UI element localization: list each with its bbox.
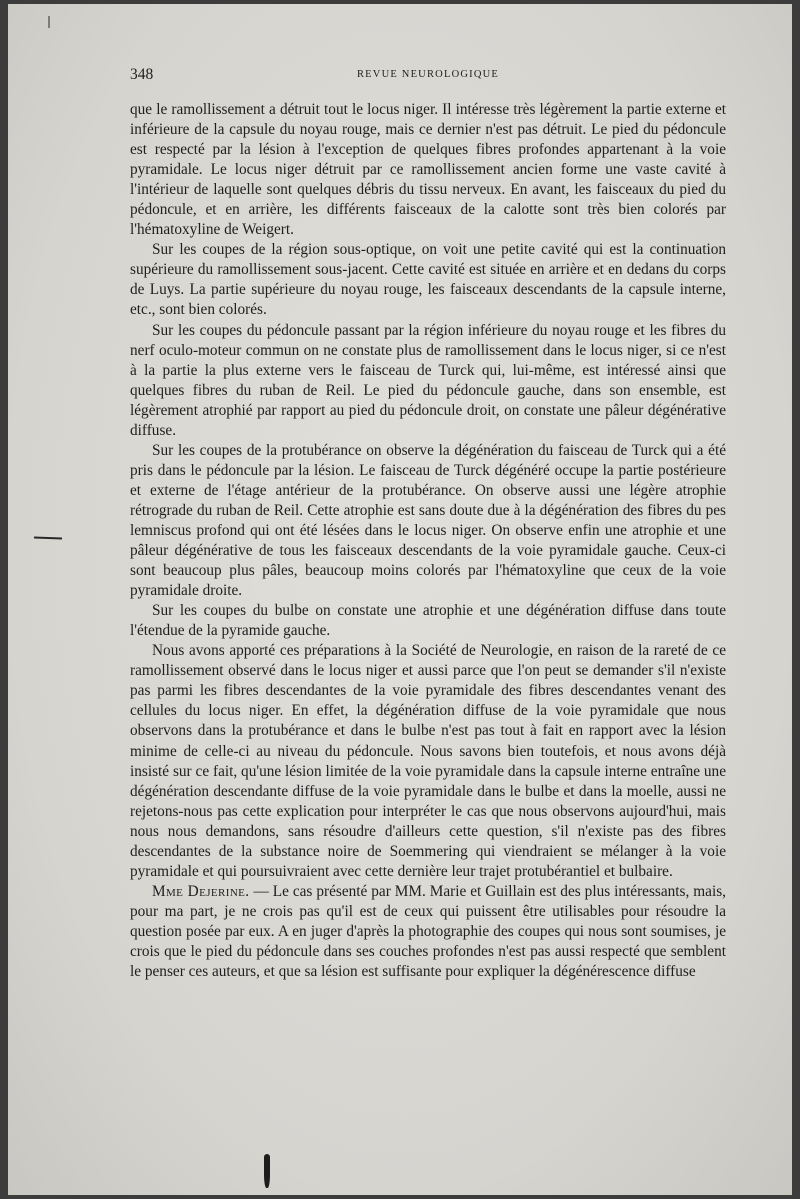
ink-blot [264,1154,270,1188]
speaker-name: Mme Dejerine. [152,882,250,900]
page-content [130,64,726,982]
paragraph-protuberance: Sur les coupes de la protubérance on observe la dégénération du faisceau de Turck qui a été pris dans le pédoncule par la lésion. Le faisceau de Turck dégénéré occupe la partie postérieure et externe de l'étage antérieur de la protubérance. On observe aussi une légère atrophie rétrograde du ruban de Reil. Cette atrophie est sans doute due à la dégénération des fibres du pes lemniscus profond qui ont été lésées dans le locus niger. On observe enfin une atrophie et une pâleur dégénérative de tous les faisceaux descendants de la voie pyramidale gauche. Ceux-ci sont beaucoup plus pâles, beaucoup moins colorés par l'hématoxyline que ceux de la voie pyramidale droite. [130,441,726,600]
paragraph-continuation: que le ramollissement a détruit tout le locus niger. Il intéresse très légèrement la partie externe et inférieure de la capsule du noyau rouge, mais ce dernier n'est pas détruit. Le pied du pédoncule est respecté par la lésion à l'exception de quelques fibres profondes appartenant à la voie pyramidale. Le locus niger détruit par ce ramollissement ancien forme une vaste cavité à l'intérieur de laquelle sont quelques débris du tissu nerveux. En avant, les faisceaux du pied du pédoncule, et en arrière, les différents faisceaux de la calotte sont très bien colorés par l'hématoxyline de Weigert. [130,101,726,239]
journal-title: REVUE NEUROLOGIQUE [356,69,500,80]
paragraph-sous-optique: Sur les coupes de la région sous-optique, on voit une petite cavité qui est la continuation supérieure du ramollissement sous-jacent. Cette cavité est située en arrière et en dedans du corps de Luys. La partie supérieure du noyau rouge, les faisceaux descendants de la capsule interne, etc., sont bien colorés. [130,241,726,319]
paragraph-bulbe: Sur les coupes du bulbe on constate une atrophie et une dégénération diffuse dans toute l'étendue de la pyramide gauche. [130,602,726,640]
scan-artifact [48,16,50,28]
page-number: 348 [130,66,154,83]
speaker-text: — Le cas présenté par MM. Marie et Guillain est des plus intéressants, mais, pour ma part, je ne crois pas qu'il est de ceux qui puissent être utilisables pour résoudre la question posée par eux. A en juger d'après la photographie des coupes qui nous sont soumises, je crois que le pied du pédoncule dans ses couches profondes n'est pas aussi respecté que semblent le penser ces auteurs, et que sa lésion est suffisante pour expliquer la dégénérescence diffuse [130,882,727,981]
scanned-page [8,4,792,1195]
running-header [130,64,726,88]
paragraph-dejerine [130,882,726,982]
article-body [130,100,726,982]
paragraph-pedoncule: Sur les coupes du pédoncule passant par la région inférieure du noyau rouge et les fibres du nerf oculo-moteur commun on ne constate plus de ramollissement dans le locus niger, si ce n'est à la partie la plus externe vers le faisceau de Turck qui, lui-même, est intéressé ainsi que quelques fibres du ruban de Reil. Le pied du pédoncule gauche, dans son ensemble, est légèrement atrophié par rapport au pied du pédoncule droit, on constate une pâleur dégénérative diffuse. [130,321,726,439]
margin-mark [34,537,62,540]
paragraph-discussion: Nous avons apporté ces préparations à la Société de Neurologie, en raison de la rareté de ce ramollissement observé dans le locus niger et aussi parce que l'on peut se demander s'il n'existe pas parmi les fibres descendantes de la voie pyramidale des fibres descendantes venant des cellules du locus niger. En effet, la dégénération diffuse de la voie pyramidale que nous observons dans la protubérance et dans le bulbe n'est pas tout à fait en rapport avec la lésion minime de celle-ci au niveau du pédoncule. Nous savons bien toutefois, et nous avons déjà insisté sur ce fait, qu'une lésion limitée de la voie pyramidale dans la capsule interne entraîne une dégénération descendante diffuse de la voie pyramidale dans le bulbe et dans la moelle, aussi ne rejetons-nous pas cette explication pour interpréter le cas que nous observons aujourd'hui, mais nous nous demandons, sans résoudre d'ailleurs cette question, s'il n'existe pas des fibres descendantes de la substance noire de Soemmering qui viendraient se mélanger à la voie pyramidale et qui poursuivraient avec cette dernière leur trajet protubérantiel et bulbaire. [130,642,726,880]
